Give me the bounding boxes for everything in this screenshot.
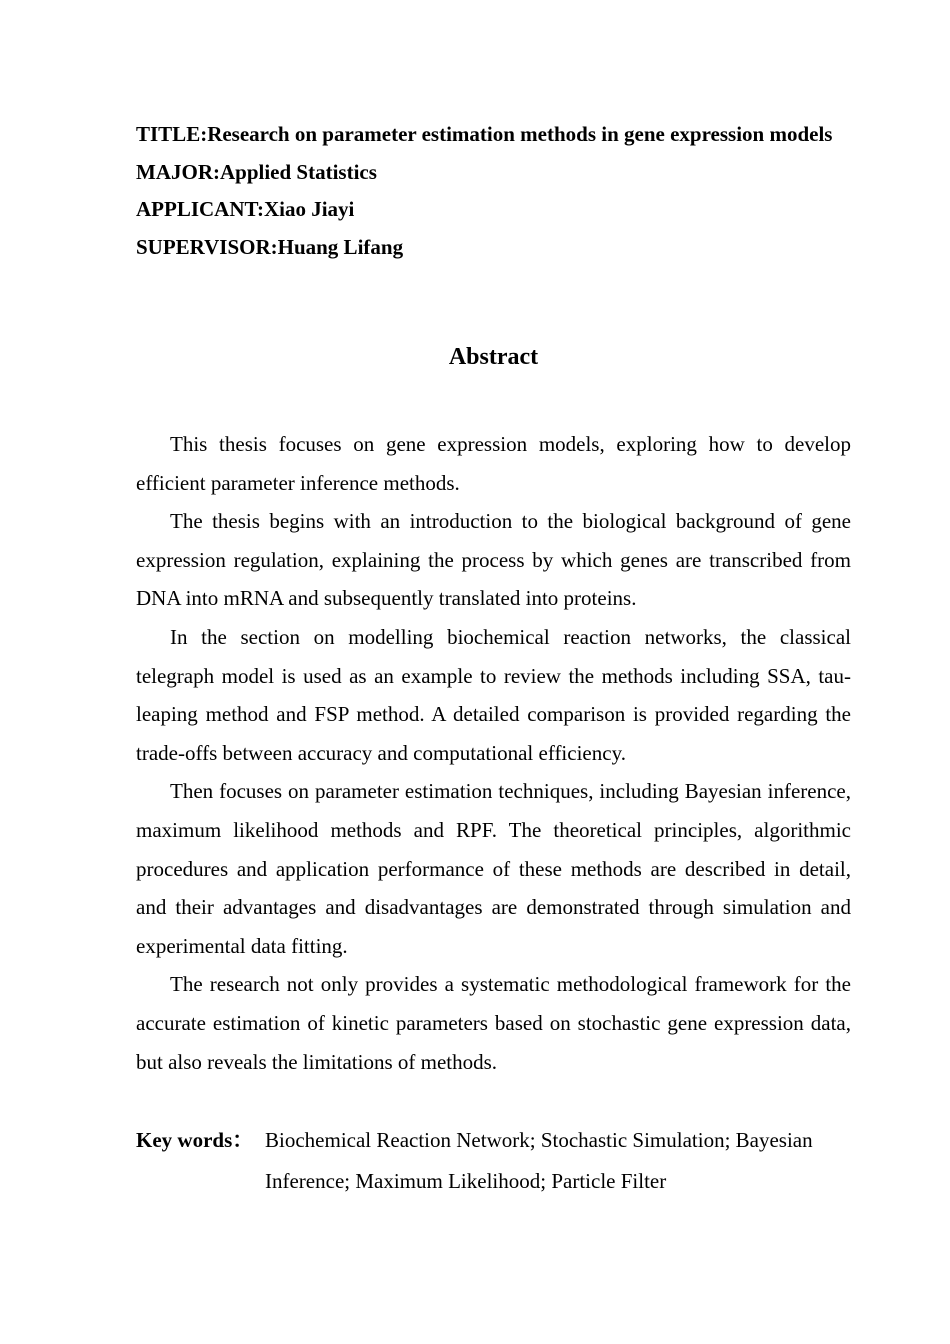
abstract-paragraph: Then focuses on parameter estimation techniques, including Bayesian inference, maximum likelihood methods and RPF. The theoretical principles, algorithmic procedures and application performance of these methods are described in detail, and their advantages and disadvantages are demonstrated through simulation and experimental data fitting. [136,779,851,958]
keywords-list: Biochemical Reaction Network; Stochastic Simulation; Bayesian Inference; Maximum Likelihood; Particle Filter [265,1128,813,1193]
abstract-paragraph: This thesis focuses on gene expression models, exploring how to develop efficient parameter inference methods. [136,432,851,495]
abstract-heading: Abstract [448,344,539,370]
abstract-paragraph: The research not only provides a systematic methodological framework for the accurate estimation of kinetic parameters based on stochastic gene expression data, but also reveals the limitations of methods. [136,972,851,1074]
thesis-supervisor: SUPERVISOR:Huang Lifang [136,234,404,259]
thesis-applicant: APPLICANT:Xiao Jiayi [136,197,355,221]
thesis-major: MAJOR:Applied Statistics [136,159,377,184]
thesis-metadata [136,116,851,266]
keywords-label: Key words： [136,1128,254,1152]
abstract-body [136,425,851,1081]
abstract-paragraph: The thesis begins with an introduction to the biological background of gene expression regulation, explaining the process by which genes are transcribed from DNA into mRNA and subsequently translated into proteins. [136,509,851,611]
keywords-section [136,1120,851,1202]
abstract-paragraph: In the section on modelling biochemical reaction networks, the classical telegraph model is used as an example to review the methods including SSA, tau-leaping method and FSP method. A detailed comparison is provided regarding the trade-offs between accuracy and computational efficiency. [136,624,851,765]
thesis-abstract-page [136,116,851,1193]
thesis-title: TITLE:Research on parameter estimation methods in gene expression models [136,122,833,146]
